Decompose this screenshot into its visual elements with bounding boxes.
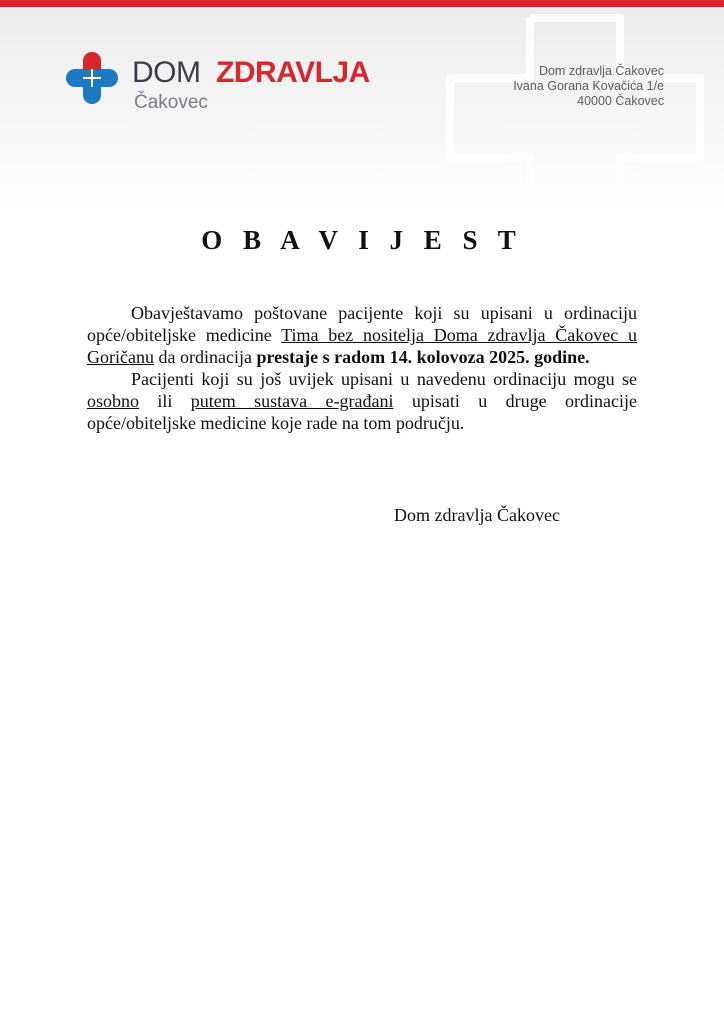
notice-body	[87, 302, 637, 434]
paragraph2-text-2: ili	[139, 391, 191, 411]
logo-text-zdravlja: ZDRAVLJA	[216, 56, 370, 89]
paragraph-closure-notice	[87, 302, 637, 368]
document-title: O B A V I J E S T	[201, 225, 523, 255]
paragraph1-text: Obavještavamo poštovane pacijente koji su upisani u ordinaciju opće/obiteljske medicine	[87, 303, 637, 345]
logo-text-dom: DOM	[132, 56, 201, 89]
paragraph2-text: Pacijenti koji su još uvijek upisani u navedenu ordinaciju mogu se	[131, 369, 637, 389]
address-line-street: Ivana Gorana Kovačića 1/e	[513, 79, 664, 93]
medical-cross-icon	[64, 50, 120, 106]
in-person-underlined: osobno	[87, 391, 140, 411]
paragraph-registration-info	[87, 368, 637, 434]
letterhead-address	[513, 64, 664, 109]
address-line-city: 40000 Čakovec	[577, 94, 664, 108]
dom-zdravlja-logo	[64, 48, 394, 118]
top-accent-bar	[0, 0, 724, 7]
signature: Dom zdravlja Čakovec	[394, 505, 560, 525]
clinic-name-underlined: Tima bez nositelja Doma zdravlja Čakovec u Goričanu	[87, 325, 637, 367]
e-gradani-underlined: putem sustava e-građani	[190, 391, 394, 411]
address-line-institution: Dom zdravlja Čakovec	[538, 64, 664, 78]
paragraph1-text-2: da ordinacija	[153, 347, 257, 367]
logo-text-city: Čakovec	[134, 92, 208, 113]
closure-date-bold: prestaje s radom 14. kolovoza 2025. godine.	[256, 347, 590, 367]
paragraph2-text-3: upisati u druge ordinacije opće/obiteljske medicine koje rade na tom području.	[87, 391, 637, 433]
